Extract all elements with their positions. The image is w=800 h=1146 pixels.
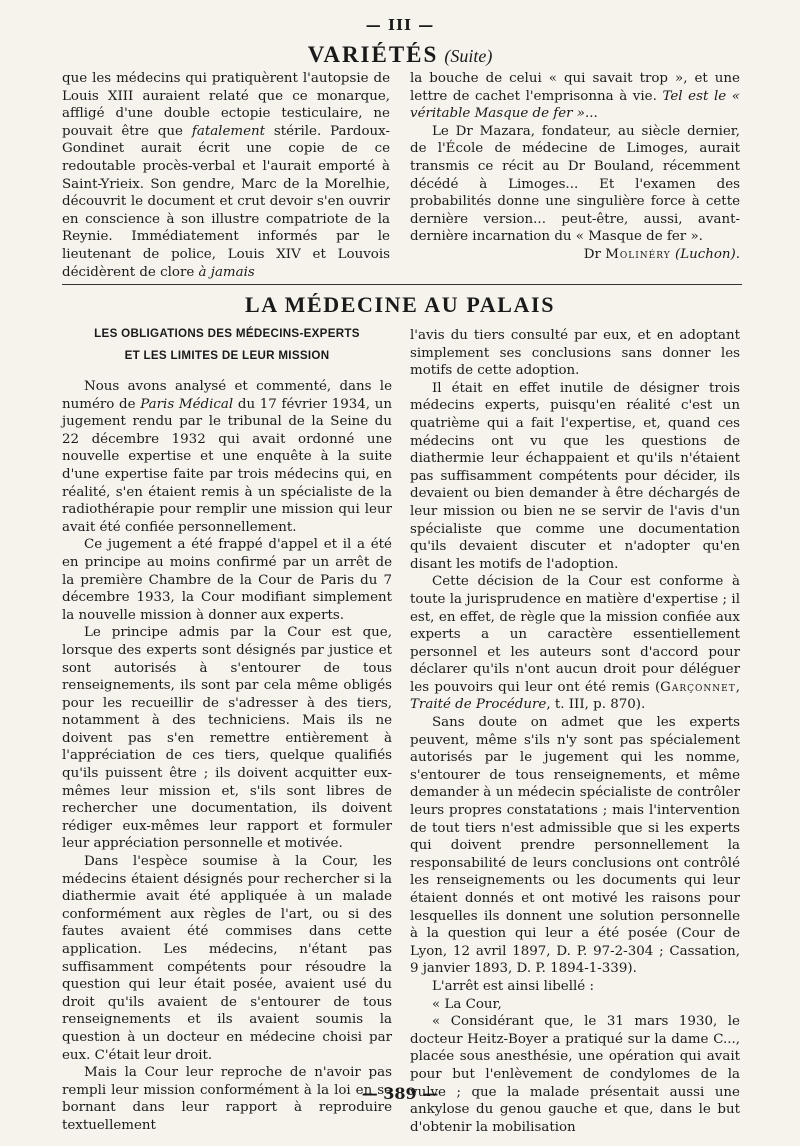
section-title: VARIÉTÉS [307, 42, 439, 67]
article-paragraph: Cette décision de la Cour est conforme à toute la jurisprudence en matière d'expertise ; il est, en effet, de règle que la mission confiée aux experts a un caractère essentiellement personnel et les auteurs sont d'accord pour déclarer qu'ils n'ont aucun droit pour déléguer les pouvoirs qui leur ont été remis (Garçonnet, Traité de Procédure, t. III, p. 870). [410, 574, 740, 713]
varietes-paragraph: Le Dr Mazara, fondateur, au siècle dernier, de l'École de médecine de Limoges, aurait transmis ce récit au Dr Bouland, récemment décédé à Limoges... Et l'examen des probabilités donne une singulière force à cette dernière version... peut-être, aussi, avant-dernière incarnation du « Masque de fer ». [410, 123, 740, 245]
emphasis: Tel est le « véritable Masque de fer » [410, 88, 740, 122]
cited-author: Garçonnet [660, 679, 736, 695]
section-heading [0, 42, 800, 68]
varietes-paragraph: la bouche de celui « qui savait trop », et une lettre de cachet l'emprisonna à vie. Tel est le « véritable Masque de fer »... [410, 71, 740, 122]
article-paragraph: Ce jugement a été frappé d'appel et il a été en principe au moins confirmé par un arrêt de la première Chambre de la Cour de Paris du 7 décembre 1933, la Cour modifiant simplement la nouvelle mission à donner aux experts. [62, 537, 392, 623]
article-left-column [62, 378, 392, 1135]
article-paragraph: l'avis du tiers consulté par eux, et en adoptant simplement ses conclusions sans donner les motifs de cette adoption. [410, 328, 740, 379]
article-paragraph: Sans doute on admet que les experts peuvent, même s'ils n'y sont pas spécialement autorisés par le jugement qui les nomme, s'entourer de tous renseignements, et même demander à un médecin spécialiste de contrôler leurs propres constatations ; mais l'intervention de tout tiers n'est admissible que si les experts qui doivent prendre personnellement la responsabilité de leurs conclusions ont contrôlé les renseignements ou les documents qui leur étaient donnés et ont motivé les raisons pour lesquelles ils donnent une solution personnelle à la question qui leur a été posée (Cour de Lyon, 12 avril 1897, D. P. 97-2-304 ; Cassation, 9 janvier 1893, D. P. 1894-1-339). [410, 715, 740, 977]
article-subtitle: ET LES LIMITES DE LEUR MISSION [124, 349, 330, 362]
emphasis: à jamais [198, 264, 255, 280]
emphasis: Traité de Procédure [410, 697, 547, 713]
varietes-left-column [62, 70, 390, 281]
varietes-paragraph: que les médecins qui pratiquèrent l'autopsie de Louis XIII auraient relaté que ce monarque, affligé d'une double ectopie testiculaire, ne pouvait être que fatalement stérile. Pardoux-Gondinet aurait écrit une copie de ce redoutable procès-verbal et l'aurait emporté à Saint-Yrieix. Son gendre, Marc de la Morelhie, découvrit le document et crut devoir s'en ouvrir en conscience à son illustre compatriote de la Reynie. Immédiatement informés par le lieutenant de police, Louis XIV et Louvois décidèrent de clore à jamais [62, 71, 390, 280]
article-paragraph: « La Cour, [432, 996, 502, 1012]
emphasis: Paris Médical [140, 396, 234, 412]
article-paragraph: Dans l'espèce soumise à la Cour, les médecins étaient désignés pour rechercher si la diathermie avait été appliquée à un malade conformément aux règles de l'art, ou si des fautes avaient été commises dans cette application. Les médecins, n'étant pas suffisamment compétents pour résoudre la question qui leur était posée, avaient usé du droit qu'ils avaient de s'entourer de tous renseignements et ils avaient soumis la question à un docteur en médecine choisi par eux. C'était leur droit. [62, 854, 392, 1063]
article-right-column [410, 327, 740, 1136]
article-paragraph: Mais la Cour leur reproche de n'avoir pas rempli leur mission conformément à la loi en se bornant dans leur rapport à reproduire textuellement [62, 1065, 392, 1133]
article-paragraph: Nous avons analysé et commenté, dans le numéro de Paris Médical du 17 février 1934, un jugement rendu par le tribunal de la Seine du 22 décembre 1932 qui avait ordonné une nouvelle expertise et une enquête à la suite d'une expertise faite par trois médecins qui, en réalité, s'en étaient remis à un spécialiste de la radiothérapie pour remplir une mission qui leur avait été confiée personnellement. [62, 379, 392, 535]
article-paragraph: L'arrêt est ainsi libellé : [432, 978, 594, 994]
section-suite: (Suite) [444, 46, 493, 66]
page-roman-number: — III — [365, 16, 435, 34]
article-paragraph: « Considérant que, le 31 mars 1930, le docteur Heitz-Boyer a pratiqué sur la dame C..., placée sous anesthésie, une opération qui avait pour but l'enlèvement de condylomes de la vulve ; que la malade présentait aussi une ankylose du genou gauche et que, dans le but d'obtenir la mobilisation [410, 1014, 740, 1135]
article-title: LA MÉDECINE AU PALAIS [244, 292, 556, 317]
section-divider [62, 284, 742, 285]
emphasis: fatalement [191, 123, 266, 139]
author-name: Molinéry [605, 246, 671, 262]
author-place: (Luchon). [674, 246, 740, 262]
signature: Dr Molinéry (Luchon). [583, 246, 740, 262]
varietes-right-column [410, 70, 740, 264]
article-paragraph: Le principe admis par la Cour est que, lorsque des experts sont désignés par justice et sont autorisés à s'entourer de tous renseignements, ils sont par cela même obligés pour les recueillir de s'adresser à des tiers, notamment à des techniciens. Mais ils ne doivent pas s'en remettre entièrement à l'appréciation de ces tiers, quelque qualifiés qu'ils puissent être ; ils doivent acquitter eux-mêmes leur mission et, s'ils sont libres de rechercher une documentation, ils doivent rédiger eux-mêmes leur rapport et formuler leur appréciation personnelle et motivée. [62, 625, 392, 852]
article-subtitle: LES OBLIGATIONS DES MÉDECINS-EXPERTS [94, 327, 360, 340]
article-paragraph: Il était en effet inutile de désigner trois médecins experts, puisqu'en réalité c'est un quatrième qui a fait l'expertise, et, quand ces médecins ont vu que les questions de diathermie leur échappaient et qu'ils n'étaient pas suffisamment compétents pour décider, ils devaient ou bien demander à être déchargés de leur mission ou bien ne se servir de l'avis d'un spécialiste que comme une documentation qu'ils devaient discuter et n'adopter qu'en disant les motifs de l'adoption. [410, 380, 740, 572]
page-number: — 389 — [361, 1084, 439, 1103]
